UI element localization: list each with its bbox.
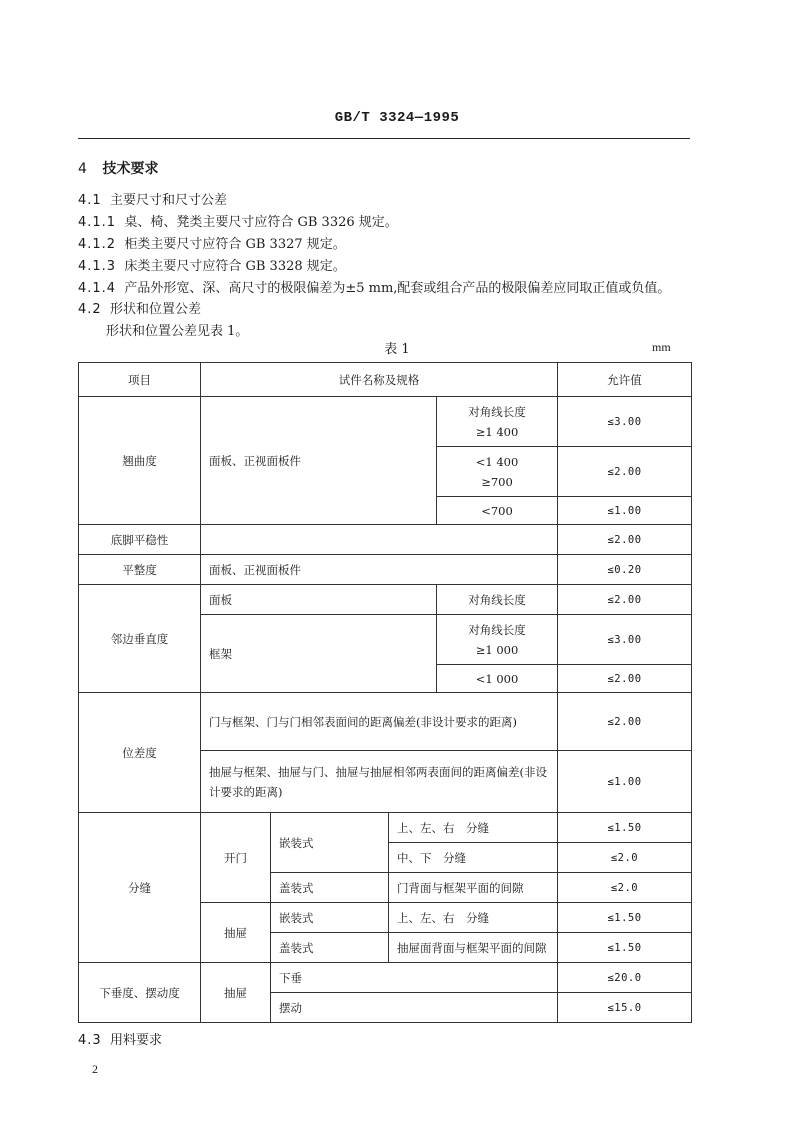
spec-line: ≥700 (481, 474, 513, 489)
gap-drawer-overlay: 盖装式 (271, 933, 389, 963)
gap-door-inset: 嵌装式 (271, 813, 389, 873)
warp-part: 面板、正视面板件 (201, 397, 437, 525)
spec-line: 对角线长度 (468, 622, 526, 637)
item-flat: 平整度 (79, 555, 201, 585)
pos-val-1: ≤2.00 (558, 693, 692, 751)
table-header-row (79, 363, 692, 397)
section-4-heading (78, 160, 159, 178)
header-item: 项目 (79, 363, 201, 397)
section-number: 4.3 (78, 1033, 102, 1048)
gap-d2: 中、下 分缝 (389, 843, 558, 873)
perp-panel-val: ≤2.00 (558, 585, 692, 615)
spec-line: 计要求的距离) (209, 784, 283, 799)
warp-val-1: ≤3.00 (558, 397, 692, 447)
table-row (79, 397, 692, 447)
gap-drawer-inset: 嵌装式 (271, 903, 389, 933)
item-perp: 邻边垂直度 (79, 585, 201, 693)
item-sag: 下垂度、摆动度 (79, 963, 201, 1023)
header-rule (78, 138, 690, 139)
table-caption: 表 1 (384, 342, 410, 357)
spec-line: ≥1 000 (475, 642, 519, 657)
table-row (79, 963, 692, 993)
gap-door: 开门 (201, 813, 271, 903)
gap-d1-val: ≤1.50 (558, 813, 692, 843)
table-row (79, 813, 692, 843)
section-title: 技术要求 (102, 161, 159, 177)
section-title: 用料要求 (109, 1033, 162, 1048)
sag-s2: 摆动 (271, 993, 558, 1023)
table-row (79, 525, 692, 555)
clause-4-1-4 (78, 280, 670, 298)
item-pos: 位差度 (79, 693, 201, 813)
sag-s1: 下垂 (271, 963, 558, 993)
header-spec: 试件名称及规格 (201, 363, 558, 397)
clause-number: 4.1.2 (78, 237, 117, 252)
table-row (79, 555, 692, 585)
spec-line: 抽屉与框架、抽屉与门、抽屉与抽屉相邻两表面间的距离偏差(非设 (209, 764, 547, 779)
sag-part: 抽屉 (201, 963, 271, 1023)
section-number: 4.2 (78, 302, 102, 317)
page-number: 2 (92, 1062, 98, 1076)
clause-4-1-2 (78, 236, 346, 254)
warp-spec-2 (437, 447, 558, 497)
perp-frame-spec-2: <1 000 (437, 665, 558, 693)
perp-panel-spec: 对角线长度 (437, 585, 558, 615)
gap-d2-val: ≤2.0 (558, 843, 692, 873)
tolerance-table (78, 362, 692, 1023)
gap-dr2: 抽屉面背面与框架平面的间隙 (389, 933, 558, 963)
section-4-3-heading (78, 1032, 162, 1050)
flat-part: 面板、正视面板件 (201, 555, 558, 585)
clause-number: 4.1.1 (78, 215, 117, 230)
perp-frame: 框架 (201, 615, 437, 693)
gap-dr2-val: ≤1.50 (558, 933, 692, 963)
spec-line: 对角线长度 (468, 404, 526, 419)
warp-val-3: ≤1.00 (558, 497, 692, 525)
table-row (79, 585, 692, 615)
warp-val-2: ≤2.00 (558, 447, 692, 497)
header-allow: 允许值 (558, 363, 692, 397)
clause-text: 柜类主要尺寸应符合 GB 3327 规定。 (124, 237, 346, 252)
item-gap: 分缝 (79, 813, 201, 963)
section-title: 主要尺寸和尺寸公差 (109, 193, 227, 208)
pos-spec-1: 门与框架、门与门相邻表面间的距离偏差(非设计要求的距离) (201, 693, 558, 751)
section-title: 形状和位置公差 (109, 302, 201, 317)
table-unit: mm (652, 340, 671, 354)
warp-spec-3: <700 (437, 497, 558, 525)
clause-number: 4.1.3 (78, 259, 117, 274)
gap-drawer: 抽屉 (201, 903, 271, 963)
pos-val-2: ≤1.00 (558, 751, 692, 813)
pos-spec-2 (201, 751, 558, 813)
section-4-2-text: 形状和位置公差见表 1。 (106, 324, 249, 339)
section-4-2-heading (78, 301, 201, 319)
flat-val: ≤0.20 (558, 555, 692, 585)
spec-line: <1 400 (475, 454, 519, 469)
gap-dr1-val: ≤1.50 (558, 903, 692, 933)
warp-spec-1 (437, 397, 558, 447)
clause-text: 桌、椅、凳类主要尺寸应符合 GB 3326 规定。 (124, 215, 398, 230)
spec-line: ≥1 400 (475, 424, 519, 439)
clause-text: 产品外形宽、深、高尺寸的极限偏差为±5 mm,配套或组合产品的极限偏差应同取正值或负值。 (124, 281, 671, 296)
gap-door-overlay: 盖装式 (271, 873, 389, 903)
clause-4-1-1 (78, 214, 398, 232)
perp-frame-spec-1 (437, 615, 558, 665)
clause-text: 床类主要尺寸应符合 GB 3328 规定。 (124, 259, 346, 274)
item-foot: 底脚平稳性 (79, 525, 201, 555)
sag-s1-val: ≤20.0 (558, 963, 692, 993)
foot-val: ≤2.00 (558, 525, 692, 555)
gap-d3: 门背面与框架平面的间隙 (389, 873, 558, 903)
table-row (79, 693, 692, 751)
section-4-1-heading (78, 192, 227, 210)
standard-code-header: GB/T 3324—1995 (334, 110, 460, 126)
perp-frame-val-1: ≤3.00 (558, 615, 692, 665)
gap-d3-val: ≤2.0 (558, 873, 692, 903)
clause-number: 4.1.4 (78, 281, 117, 296)
perp-panel: 面板 (201, 585, 437, 615)
section-number: 4 (78, 161, 88, 177)
perp-frame-val-2: ≤2.00 (558, 665, 692, 693)
foot-spec-empty (201, 525, 558, 555)
item-warp: 翘曲度 (79, 397, 201, 525)
sag-s2-val: ≤15.0 (558, 993, 692, 1023)
section-number: 4.1 (78, 193, 102, 208)
gap-dr1: 上、左、右 分缝 (389, 903, 558, 933)
clause-4-1-3 (78, 258, 346, 276)
gap-d1: 上、左、右 分缝 (389, 813, 558, 843)
